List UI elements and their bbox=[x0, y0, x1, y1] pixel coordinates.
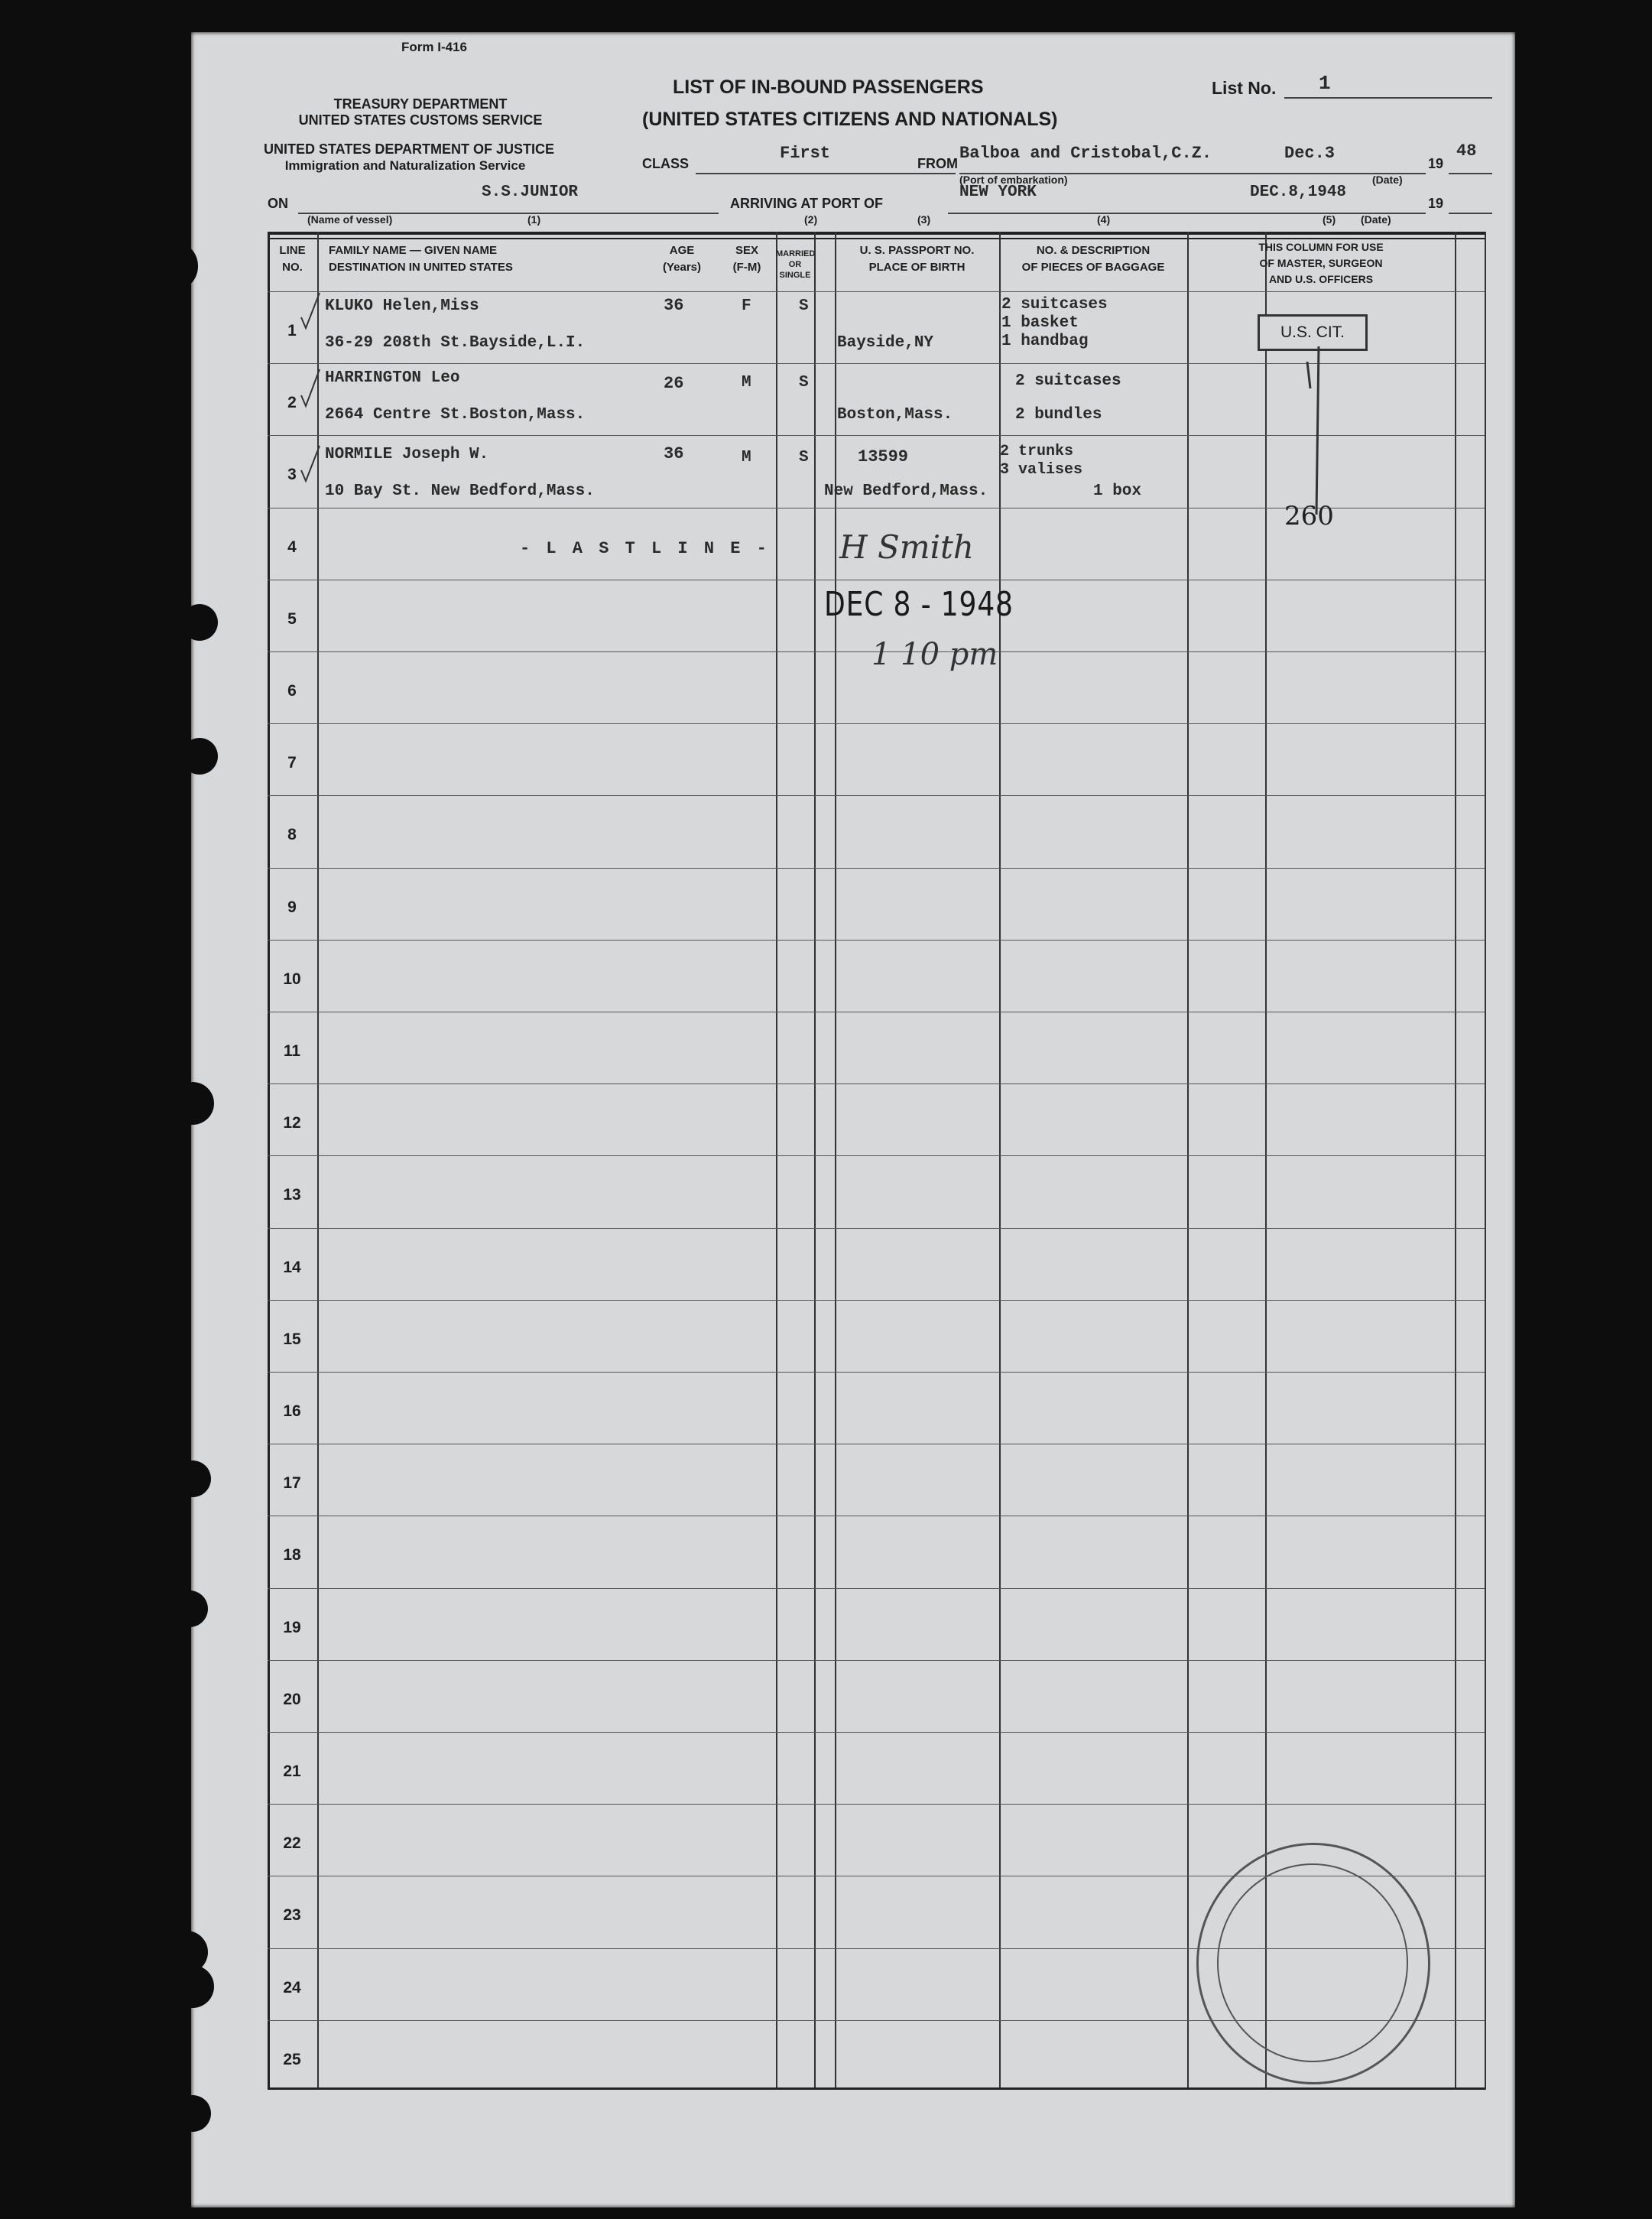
class-label: CLASS bbox=[642, 156, 690, 171]
class-line bbox=[696, 173, 956, 174]
table-row bbox=[268, 1300, 1485, 1301]
check-mark-3 bbox=[301, 446, 320, 481]
passenger-3-dest: 10 Bay St. New Bedford,Mass. bbox=[325, 482, 595, 500]
line-number: 5 bbox=[287, 609, 297, 628]
treasury-dept: TREASURY DEPARTMENT bbox=[333, 96, 508, 112]
punch-hole bbox=[181, 604, 218, 641]
torn-edge bbox=[164, 245, 198, 288]
col-divider bbox=[1455, 232, 1456, 2090]
from-year-prefix: 19 bbox=[1428, 156, 1444, 171]
list-no-line bbox=[1284, 97, 1492, 99]
from-label: FROM bbox=[917, 156, 958, 171]
form-number: Form I-416 bbox=[401, 40, 467, 54]
passenger-3-passport: 13599 bbox=[858, 447, 909, 466]
col-divider bbox=[1265, 232, 1267, 2090]
passenger-2-name: HARRINGTON Leo bbox=[325, 369, 460, 387]
passenger-3-ms: S bbox=[799, 449, 809, 466]
col-index-2: (2) bbox=[804, 213, 818, 226]
table-row bbox=[268, 1155, 1485, 1156]
table-row bbox=[268, 723, 1485, 724]
col-head-baggage: NO. & DESCRIPTION OF PIECES OF BAGGAGE bbox=[1021, 244, 1165, 274]
line-number: 12 bbox=[283, 1114, 301, 1132]
col-head-age: AGE (Years) bbox=[662, 244, 702, 274]
passenger-3-bag2: 3 valises bbox=[1000, 461, 1083, 479]
date-label-2: (Date) bbox=[1361, 213, 1391, 226]
col-head-passport: U. S. PASSPORT NO. PLACE OF BIRTH bbox=[859, 244, 975, 274]
passenger-2-ms: S bbox=[799, 374, 809, 391]
table-row bbox=[268, 1804, 1485, 1805]
date-label: (Date) bbox=[1372, 174, 1403, 186]
from-year-line bbox=[1449, 173, 1492, 174]
passenger-3-birth: New Bedford,Mass. bbox=[824, 482, 988, 500]
punch-hole bbox=[171, 1965, 214, 2008]
passenger-1-age: 36 bbox=[664, 296, 684, 315]
passenger-3-bag3: 1 box bbox=[1093, 482, 1142, 500]
line-number: 20 bbox=[283, 1690, 301, 1708]
line-number: 22 bbox=[283, 1834, 301, 1853]
from-year: 48 bbox=[1456, 141, 1477, 161]
col-head-officers: THIS COLUMN FOR USE OF MASTER, SURGEON AND U.S. OFFICERS bbox=[1258, 241, 1384, 285]
arrival-date: DEC.8,1948 bbox=[1250, 184, 1347, 201]
line-number: 3 bbox=[287, 466, 297, 484]
table-bottom-rule bbox=[268, 2087, 1485, 2090]
line-number: 13 bbox=[283, 1186, 301, 1204]
table-row bbox=[268, 1372, 1485, 1373]
list-no-label: List No. bbox=[1212, 78, 1277, 98]
arrival-line bbox=[948, 213, 1426, 214]
passenger-3-name: NORMILE Joseph W. bbox=[325, 446, 489, 463]
list-no-value: 1 bbox=[1319, 72, 1331, 95]
table-row bbox=[268, 1660, 1485, 1661]
passenger-1-bag3: 1 handbag bbox=[1001, 333, 1089, 350]
col-head-sex: SEX (F-M) bbox=[732, 244, 761, 274]
class-value: First bbox=[780, 144, 831, 163]
customs-seal bbox=[1196, 1843, 1430, 2084]
port-embark-label: (Port of embarkation) bbox=[959, 174, 1068, 186]
passenger-1-dest: 36-29 208th St.Bayside,L.I. bbox=[325, 334, 586, 352]
passenger-2-birth: Boston,Mass. bbox=[837, 406, 953, 424]
passenger-2-bag2: 2 bundles bbox=[1015, 406, 1102, 424]
line-number: 18 bbox=[283, 1546, 301, 1564]
passenger-2-sex: M bbox=[742, 374, 751, 391]
col-divider bbox=[268, 232, 270, 2090]
customs-service: UNITED STATES CUSTOMS SERVICE bbox=[298, 112, 543, 128]
line-number: 11 bbox=[283, 1042, 301, 1060]
punch-hole bbox=[174, 1460, 211, 1497]
col-index-5: (5) bbox=[1323, 213, 1336, 226]
line-number: 17 bbox=[283, 1474, 301, 1493]
table-row bbox=[268, 940, 1485, 941]
vessel-name: S.S.JUNIOR bbox=[482, 184, 579, 201]
passenger-1-sex: F bbox=[742, 297, 751, 315]
passenger-2-age: 26 bbox=[664, 374, 684, 393]
col-divider bbox=[1485, 232, 1486, 2090]
line-number: 21 bbox=[283, 1763, 301, 1780]
punch-hole bbox=[174, 2095, 211, 2132]
punch-hole bbox=[181, 738, 218, 775]
passenger-3-bag1: 2 trunks bbox=[1000, 443, 1074, 460]
punch-hole bbox=[171, 1590, 208, 1627]
check-mark-1 bbox=[301, 293, 320, 328]
passenger-1-ms: S bbox=[799, 297, 809, 315]
col-head-line: LINE NO. bbox=[279, 244, 306, 274]
last-line-text: - L A S T L I N E - bbox=[520, 539, 770, 558]
table-row bbox=[268, 1732, 1485, 1733]
passenger-2-dest: 2664 Centre St.Boston,Mass. bbox=[325, 406, 586, 424]
line-number: 16 bbox=[283, 1402, 301, 1420]
table-row bbox=[268, 795, 1485, 796]
ins-service: Immigration and Naturalization Service bbox=[284, 158, 526, 173]
arrival-year-prefix: 19 bbox=[1428, 196, 1444, 211]
line-number: 19 bbox=[283, 1618, 301, 1636]
arrival-year-line bbox=[1449, 213, 1492, 214]
passenger-1-birth: Bayside,NY bbox=[837, 334, 934, 352]
passenger-3-sex: M bbox=[742, 449, 751, 466]
table-row bbox=[268, 1588, 1485, 1589]
us-cit-stamp: U.S. CIT. bbox=[1258, 314, 1368, 351]
col-divider bbox=[835, 232, 836, 2090]
col-divider bbox=[776, 232, 777, 2090]
on-label: ON bbox=[268, 196, 288, 211]
line-number: 8 bbox=[287, 826, 297, 844]
form-subtitle: (UNITED STATES CITIZENS AND NATIONALS) bbox=[642, 109, 1058, 130]
from-value: Balboa and Cristobal,C.Z. bbox=[959, 144, 1212, 163]
line-number: 2 bbox=[287, 394, 297, 412]
line-number: 7 bbox=[287, 754, 297, 772]
table-top-rule bbox=[268, 232, 1485, 235]
col-divider bbox=[1187, 232, 1189, 2090]
line-number: 15 bbox=[283, 1330, 301, 1348]
table-row bbox=[268, 291, 1485, 292]
vessel-name-label: (Name of vessel) bbox=[307, 213, 393, 226]
line-number: 14 bbox=[283, 1258, 301, 1276]
punch-hole bbox=[171, 1082, 214, 1125]
customs-seal-inner bbox=[1217, 1863, 1408, 2062]
passenger-2-bag1: 2 suitcases bbox=[1015, 372, 1121, 390]
line-number: 25 bbox=[283, 2050, 301, 2068]
arrival-port: NEW YORK bbox=[959, 184, 1037, 201]
col-head-married: MARRIED OR SINGLE bbox=[776, 249, 816, 280]
passenger-count: 260 bbox=[1284, 501, 1334, 531]
col-divider bbox=[814, 232, 816, 2090]
table-row bbox=[268, 868, 1485, 869]
from-date: Dec.3 bbox=[1284, 144, 1336, 163]
passenger-1-name: KLUKO Helen,Miss bbox=[325, 297, 479, 315]
stamp-date: DEC 8 - 1948 bbox=[824, 585, 1014, 624]
arriving-label: ARRIVING AT PORT OF bbox=[730, 196, 883, 211]
arrival-time: 1 10 pm bbox=[871, 637, 998, 672]
line-number: 1 bbox=[287, 322, 297, 340]
line-number: 9 bbox=[287, 898, 297, 916]
col-head-name: FAMILY NAME — GIVEN NAME DESTINATION IN UNITED STATES bbox=[329, 244, 513, 274]
line-number: 23 bbox=[283, 1906, 301, 1925]
passenger-1-bag2: 1 basket bbox=[1001, 314, 1079, 332]
passenger-1-bag1: 2 suitcases bbox=[1001, 296, 1108, 314]
col-index-3: (3) bbox=[917, 213, 931, 226]
passenger-3-age: 36 bbox=[664, 444, 684, 463]
table-row bbox=[268, 1228, 1485, 1229]
col-divider bbox=[999, 232, 1001, 2090]
justice-dept: UNITED STATES DEPARTMENT OF JUSTICE bbox=[264, 141, 555, 157]
line-number: 6 bbox=[287, 682, 297, 700]
line-number: 24 bbox=[283, 1978, 301, 1996]
passenger-table bbox=[268, 232, 1485, 2090]
check-mark-2 bbox=[301, 369, 320, 406]
signature: H Smith bbox=[839, 528, 974, 566]
col-index-1: (1) bbox=[527, 213, 541, 226]
line-number: 10 bbox=[283, 970, 301, 988]
line-number: 4 bbox=[287, 538, 297, 556]
col-index-4: (4) bbox=[1097, 213, 1111, 226]
form-title: LIST OF IN-BOUND PASSENGERS bbox=[673, 76, 984, 98]
check-marks bbox=[290, 285, 329, 538]
